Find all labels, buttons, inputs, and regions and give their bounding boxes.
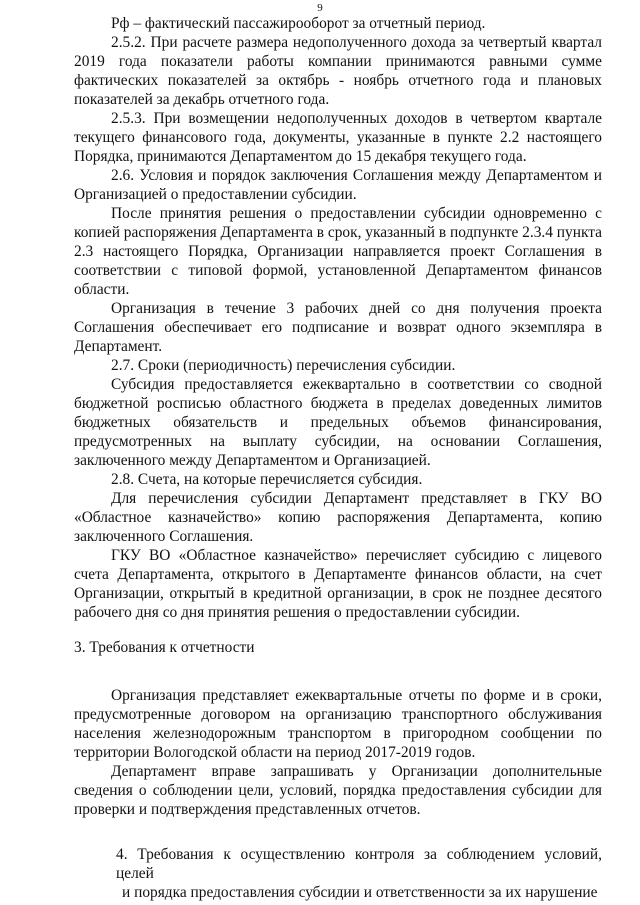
document-body xyxy=(74,14,602,902)
paragraph-2-5-2: 2.5.2. При расчете размера недополученного дохода за четвертый квартал 2019 года показатели работы компании принимаются равными сумме фактических показателей за октябрь - ноябрь отчетного года и плановых показателей за декабрь отчетного года. xyxy=(74,34,602,108)
section-3-heading: 3. Требования к отчетности xyxy=(74,639,255,656)
paragraph-2-6-body-1: После принятия решения о предоставлении субсидии одновременно с копией распоряжения Департамента в срок, указанный в подпункте 2.3.4 пункта 2.3 настоящего Порядка, Организации направляется проект Соглашения в соответствии с типовой формой, установленной Департаментом финансов области. xyxy=(74,205,602,298)
paragraph-2-8-body-2: ГКУ ВО «Областное казначейство» перечисляет субсидию с лицевого счета Департамента, открытого в Департаменте финансов области, на счет Организации, открытый в кредитной организации, в срок не позднее десятого рабочего дня со дня принятия решения о предоставлении субсидии. xyxy=(74,547,602,621)
section-4-heading-line-1: 4. Требования к осуществлению контроля за соблюдением условий, целей xyxy=(116,846,602,882)
paragraph-formula-definition: Рф – фактический пассажирооборот за отчетный период. xyxy=(111,15,486,32)
paragraph-2-7-body: Субсидия предоставляется ежеквартально в соответствии со сводной бюджетной росписью областного бюджета в пределах доведенных лимитов бюджетных обязательств и предельных объемов финансирования, предусмотренных на выплату субсидии, на основании Соглашения, заключенного между Департаментом и Организацией. xyxy=(74,376,602,469)
section-4-heading xyxy=(74,845,602,902)
section-3-paragraph-2: Департамент вправе запрашивать у Организации дополнительные сведения о соблюдении цели, условий, порядка предоставления субсидии для проверки и подтверждения представленных отчетов. xyxy=(74,763,602,818)
paragraph-2-7-title: 2.7. Сроки (периодичность) перечисления субсидии. xyxy=(111,357,456,374)
section-3-paragraph-1: Организация представляет ежеквартальные отчеты по форме и в сроки, предусмотренные договором на организацию транспортного обслуживания населения железнодорожным транспортом в пригородном сообщении по территории Вологодской области на период 2017-2019 годов. xyxy=(74,687,602,761)
page-number: 9 xyxy=(317,2,323,14)
paragraph-2-8-title: 2.8. Счета, на которые перечисляется субсидия. xyxy=(111,471,423,488)
paragraph-2-6-body-2: Организация в течение 3 рабочих дней со дня получения проекта Соглашения обеспечивает его подписание и возврат одного экземпляра в Департамент. xyxy=(74,300,602,355)
section-4-heading-line-2: и порядка предоставления субсидии и ответственности за их нарушение xyxy=(122,884,598,901)
paragraph-2-6-title: 2.6. Условия и порядок заключения Соглашения между Департаментом и Организацией о предоставлении субсидии. xyxy=(74,167,602,203)
paragraph-2-5-3: 2.5.3. При возмещении недополученных доходов в четвертом квартале текущего финансового года, документы, указанные в пункте 2.2 настоящего Порядка, принимаются Департаментом до 15 декабря текущего года. xyxy=(74,110,602,165)
paragraph-2-8-body-1: Для перечисления субсидии Департамент представляет в ГКУ ВО «Областное казначейство» копию распоряжения Департамента, копию заключенного Соглашения. xyxy=(74,490,602,545)
